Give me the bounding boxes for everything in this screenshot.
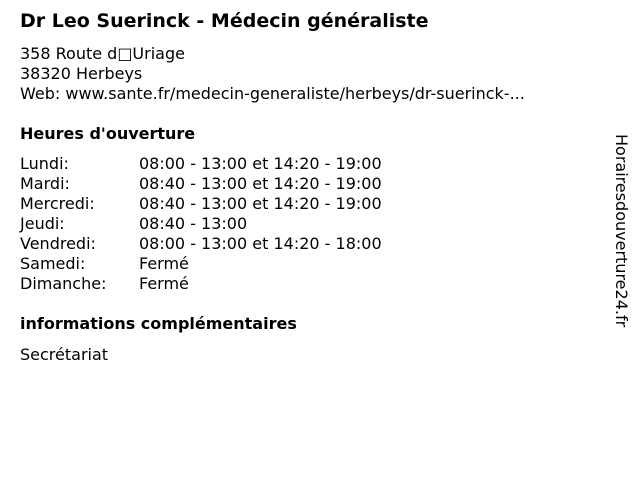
hours-row-sunday [20,274,382,294]
day-label: Jeudi: [20,214,65,233]
site-watermark: Horairesdouverture24.fr [612,134,631,328]
hours-heading: Heures d'ouverture [20,124,196,143]
day-hours: 08:40 - 13:00 et 14:20 - 19:00 [139,174,382,193]
address-street: 358 Route d□Uriage [20,44,185,63]
hours-row-monday [20,154,382,174]
day-hours: Fermé [139,254,189,273]
day-hours: 08:00 - 13:00 et 14:20 - 19:00 [139,154,382,173]
hours-table [20,154,382,294]
day-label: Lundi: [20,154,69,173]
website-link[interactable]: Web: www.sante.fr/medecin-generaliste/herbeys/dr-suerinck-... [20,84,525,103]
info-heading: informations complémentaires [20,314,297,333]
hours-row-saturday [20,254,382,274]
day-label: Mercredi: [20,194,95,213]
day-hours: 08:40 - 13:00 [139,214,248,233]
day-label: Vendredi: [20,234,96,253]
address-city: 38320 Herbeys [20,64,143,83]
day-label: Samedi: [20,254,86,273]
day-hours: 08:40 - 13:00 et 14:20 - 19:00 [139,194,382,213]
day-hours: Fermé [139,274,189,293]
address-block [20,44,600,104]
hours-row-friday [20,234,382,254]
page-title: Dr Leo Suerinck - Médecin généraliste [20,10,429,32]
day-label: Dimanche: [20,274,107,293]
info-text: Secrétariat [20,345,109,364]
day-label: Mardi: [20,174,70,193]
hours-row-tuesday [20,174,382,194]
hours-row-wednesday [20,194,382,214]
hours-row-thursday [20,214,382,234]
day-hours: 08:00 - 13:00 et 14:20 - 18:00 [139,234,382,253]
